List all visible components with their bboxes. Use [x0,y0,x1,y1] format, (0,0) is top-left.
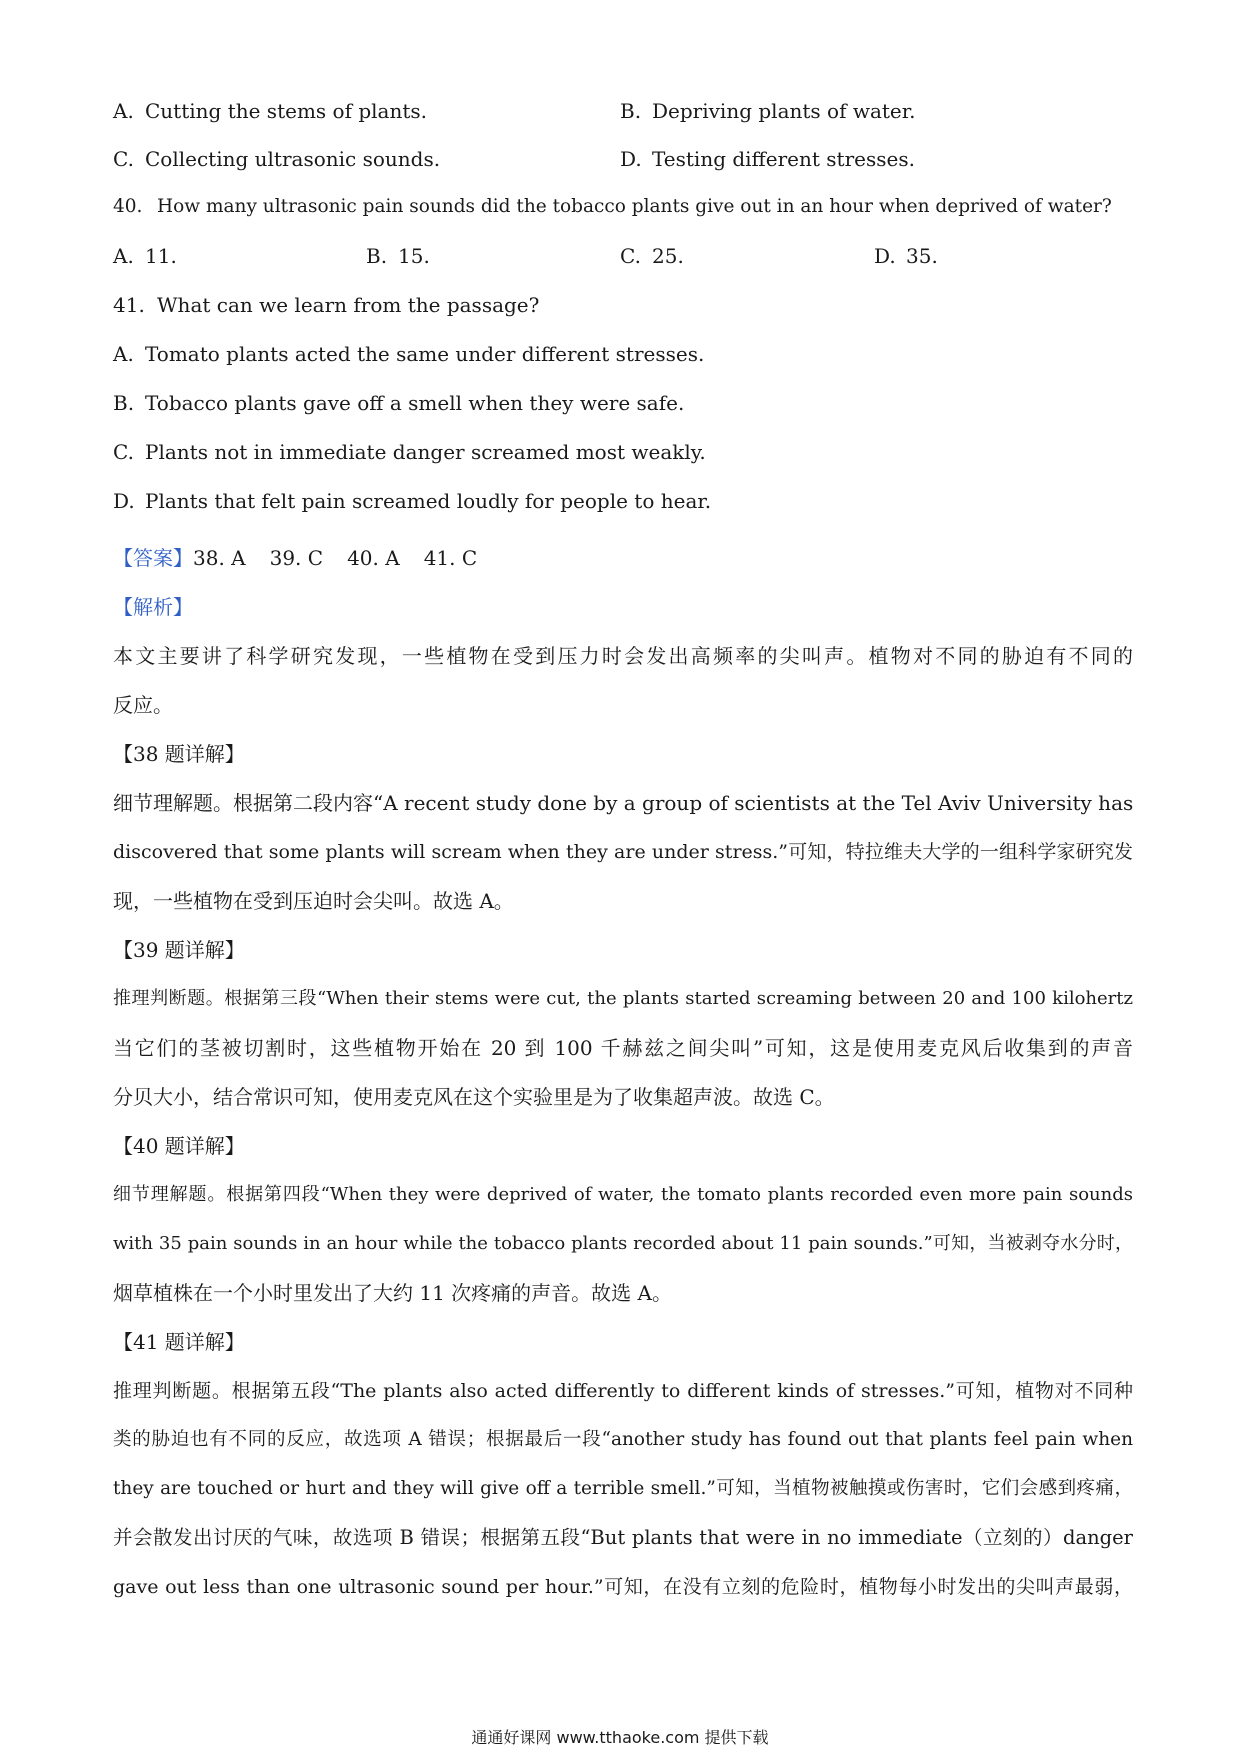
q40-option-c: C. 25. [620,244,684,268]
detail-41-line-2: 类的胁迫也有不同的反应，故选项 A 错误；根据最后一段“another study has found out that plants feel pain when [113,1429,1133,1450]
answer-38: 38. A [193,546,246,570]
detail-39-heading: 【39 题详解】 [113,938,245,962]
q40-question: 40. How many ultrasonic pain sounds did the tobacco plants give out in an hour when deprived of water? [113,196,1112,217]
detail-40-line-2: with 35 pain sounds in an hour while the tobacco plants recorded about 11 pain sounds.”可知，当被剥夺水分时， [113,1233,1133,1254]
detail-38-line-1: 细节理解题。根据第二段内容“A recent study done by a group of scientists at the Tel Aviv University has [113,791,1134,815]
detail-40-line-1: 细节理解题。根据第四段“When they were deprived of water, the tomato plants recorded even more pain sounds [113,1184,1133,1205]
answer-label: 【答案】 [113,546,193,570]
detail-38-line-3: 现，一些植物在受到压迫时会尖叫。故选 A。 [113,889,514,913]
q40-option-b: B. 15. [366,244,430,268]
q40-option-d: D. 35. [874,244,938,268]
detail-40-line-3: 烟草植株在一个小时里发出了大约 11 次疼痛的声音。故选 A。 [113,1281,672,1305]
answer-41: 41. C [423,546,478,570]
detail-41-line-5: gave out less than one ultrasonic sound per hour.”可知，在没有立刻的危险时，植物每小时发出的尖叫声最弱， [113,1576,1133,1598]
answer-row [113,545,501,571]
detail-41-line-4: 并会散发出讨厌的气味，故选项 B 错误；根据第五段“But plants that were in no immediate（立刻的）danger [113,1526,1133,1549]
detail-41-line-1: 推理判断题。根据第五段“The plants also acted differently to different kinds of stresses.”可知，植物对不同种 [113,1380,1133,1402]
detail-41-line-3: they are touched or hurt and they will give off a terrible smell.”可知，当植物被触摸或伤害时，它们会感到疼痛， [113,1478,1133,1499]
answer-39: 39. C [269,546,324,570]
answer-40: 40. A [347,546,400,570]
q39-option-a: A. Cutting the stems of plants. [113,99,427,123]
q41-option-c: C. Plants not in immediate danger screamed most weakly. [113,440,706,464]
summary-line-1: 本文主要讲了科学研究发现，一些植物在受到压力时会发出高频率的尖叫声。植物对不同的胁迫有不同的 [113,644,1133,668]
summary-line-2: 反应。 [113,693,173,717]
q39-option-c: C. Collecting ultrasonic sounds. [113,147,441,171]
detail-40-heading: 【40 题详解】 [113,1134,245,1158]
footer-source-text: 通通好课网 www.tthaoke.com 提供下载 [471,1728,769,1747]
q41-option-b: B. Tobacco plants gave off a smell when they were safe. [113,391,685,415]
detail-39-line-2: 当它们的茎被切割时，这些植物开始在 20 到 100 千赫兹之间尖叫”可知，这是使用麦克风后收集到的声音 [113,1036,1133,1060]
detail-38-line-2: discovered that some plants will scream when they are under stress.”可知，特拉维夫大学的一组科学家研究发 [113,841,1133,863]
q40-option-a: A. 11. [113,244,177,268]
detail-39-line-1: 推理判断题。根据第三段“When their stems were cut, the plants started screaming between 20 and 100 kilohertz [113,988,1133,1009]
detail-39-line-3: 分贝大小，结合常识可知，使用麦克风在这个实验里是为了收集超声波。故选 C。 [113,1085,835,1109]
q41-option-d: D. Plants that felt pain screamed loudly for people to hear. [113,489,712,513]
q39-option-b: B. Depriving plants of water. [620,99,916,123]
analysis-label: 【解析】 [113,595,193,619]
detail-38-heading: 【38 题详解】 [113,742,245,766]
detail-41-heading: 【41 题详解】 [113,1330,245,1354]
q41-option-a: A. Tomato plants acted the same under different stresses. [113,342,705,366]
q39-option-d: D. Testing different stresses. [620,147,915,171]
q41-question: 41. What can we learn from the passage? [113,293,540,317]
